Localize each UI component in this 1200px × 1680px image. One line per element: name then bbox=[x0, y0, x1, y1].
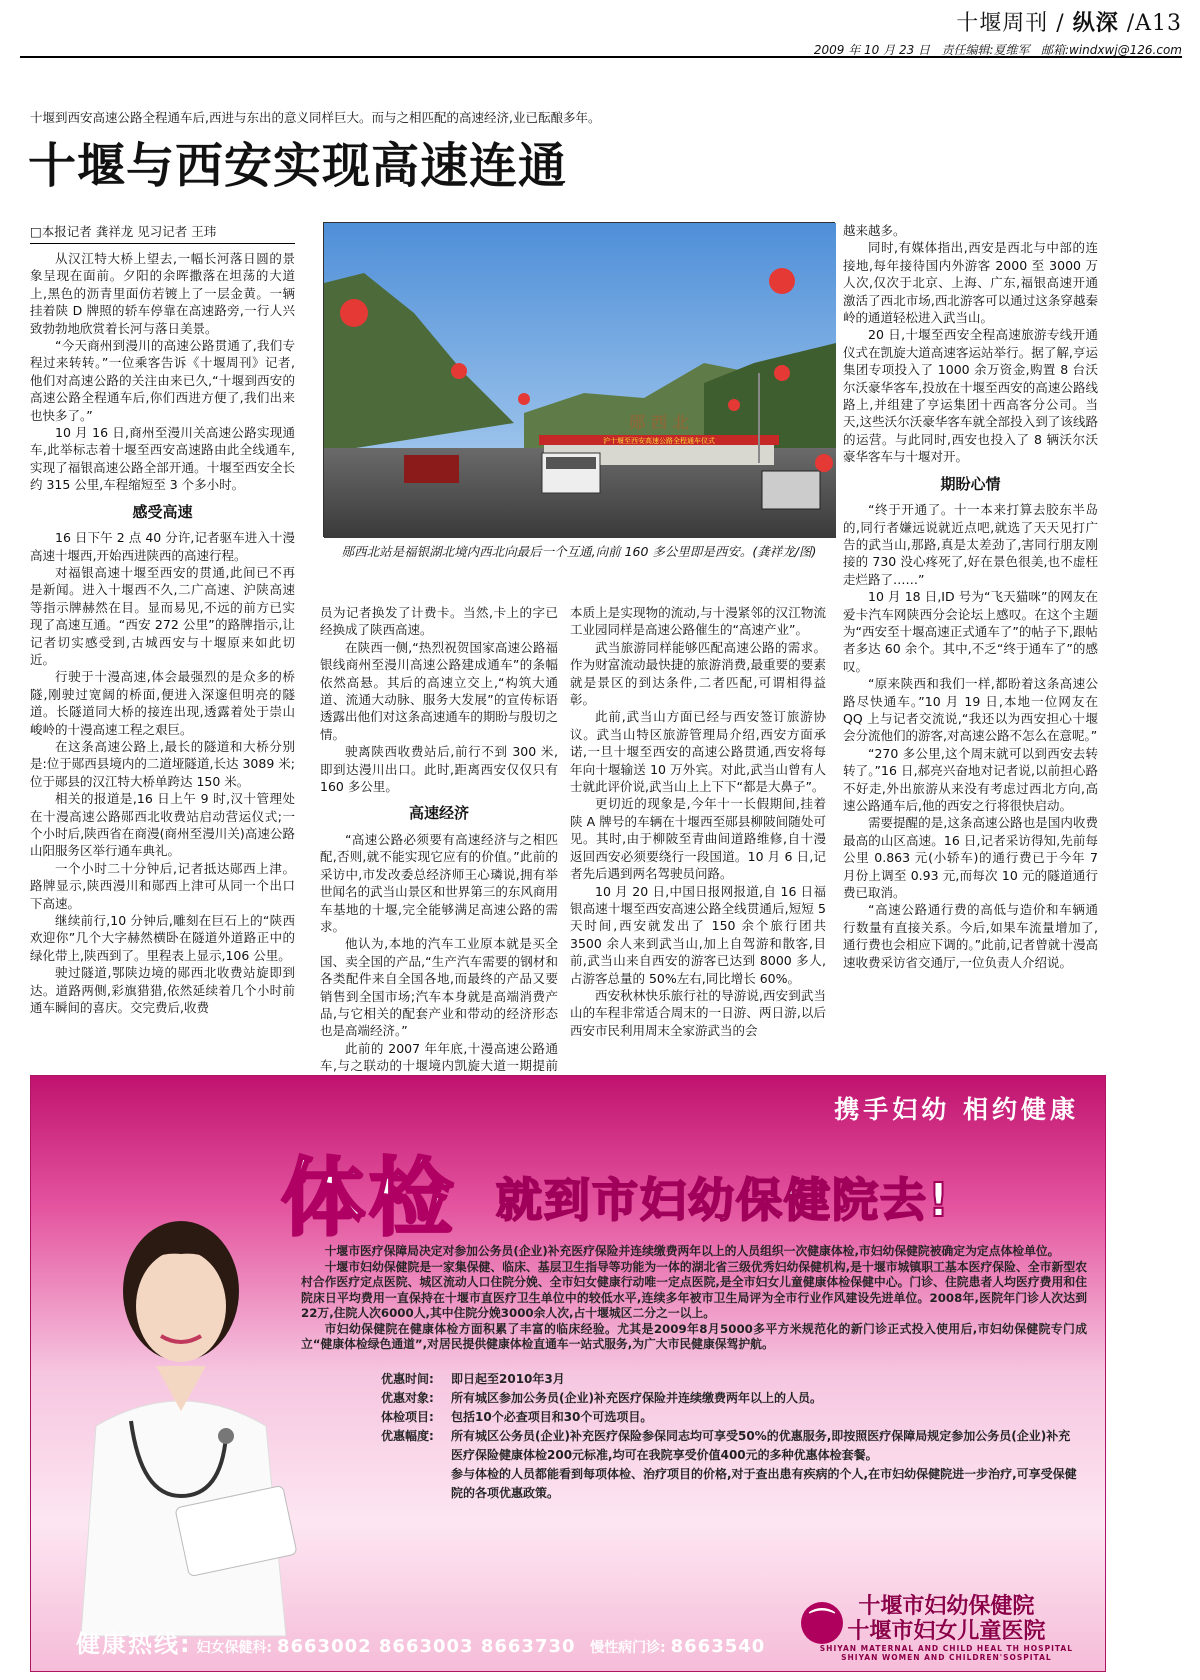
paragraph: 10 月 16 日,商州至漫川关高速公路实现通车,此举标志着十堰至西安高速路由此全线通车,实现了福银高速公路全部开通。十堰至西安全长约 315 公里,车程缩短至 3 个多小时。 bbox=[30, 425, 295, 493]
editor: 责任编辑:夏维军 bbox=[941, 43, 1030, 57]
paragraph: “今天商州到漫川的高速公路贯通了,我们专程过来转转。”一位乘客告诉《十堰周刊》记者,他们对高速公路的关注由来已久,“十堰到西安的高速公路全程通车后,你们西进方便了,我们出来也快多了。” bbox=[30, 338, 295, 423]
ad-paragraph: 十堰市医疗保障局决定对参加公务员(企业)补充医疗保险并连续缴费两年以上的人员组织一次健康体检,市妇幼保健院被确定为定点体检单位。 bbox=[324, 1244, 1060, 1258]
paragraph: 同时,有媒体指出,西安是西北与中部的连接地,每年接待国内外游客 2000 至 3000 万人次,仅次于北京、上海、广东,福银高速开通激活了西北市场,西北游客可以通过这条穿越秦岭的通道轻松进入武当山。 bbox=[843, 240, 1098, 326]
offer-value: 包括10个必查项目和30个可选项目。 bbox=[451, 1410, 653, 1424]
article-deck: 十堰到西安高速公路全程通车后,西进与东出的意义同样巨大。而与之相匹配的高速经济,业已酝酿多年。 bbox=[30, 110, 601, 125]
header-rule bbox=[20, 56, 1182, 58]
ad-hotline bbox=[76, 1624, 765, 1659]
paragraph: 从汉江特大桥上望去,一幅长河落日圆的景象呈现在面前。夕阳的余晖撒落在坦荡的大道上,黑色的沥青里面仿若镀上了一层金黄。一辆挂着陕 D 牌照的轿车停靠在高速路旁,一行人兴致勃勃地欣赏着长河与落日美景。 bbox=[30, 251, 295, 336]
hospital-english-2: SHIYAN WOMEN AND CHILDREN'SOSPITAL bbox=[841, 1653, 1052, 1662]
paragraph: 20 日,十堰至西安全程高速旅游专线开通仪式在凯旋大道高速客运站举行。据了解,亨运集团专项投入了 1000 余万资金,购置 8 台沃尔沃豪华客车,投放在十堰至西安的高速公路线路上,并组建了亨运集团十西高客分公司。当天,这些沃尔沃豪华客车就全部投入到了该线路的运营。与此同时,西安也投入了 8 辆沃尔沃豪华客车与十堰对开。 bbox=[843, 327, 1098, 465]
chronic-number: 8663540 bbox=[670, 1636, 766, 1657]
paragraph: 16 日下午 2 点 40 分许,记者驱车进入十漫高速十堰西,开始西进陕西的高速行程。 bbox=[30, 530, 295, 563]
hospital-logo-icon: ⌒ bbox=[801, 1602, 843, 1644]
paragraph: “高速公路必须要有高速经济与之相匹配,否则,就不能实现它应有的价值。”此前的采访中,市发改委总经济师王心璘说,拥有举世闻名的武当山景区和世界第三的东风商用车基地的十堰,完全能够满足高速公路的需求。 bbox=[320, 831, 558, 934]
offer-key: 优惠时间: bbox=[381, 1372, 434, 1386]
article-byline: □本报记者 龚祥龙 见习记者 王玮 bbox=[30, 222, 295, 244]
paragraph: “终于开通了。十一本来打算去胶东半岛的,同行者嫌远说就近点吧,就选了天天见打广告的武当山,那路,真是太差劲了,害同行朋友刚接的 730 没心疼死了,好在景色很美,也不虚枉走烂路了……” bbox=[843, 502, 1098, 587]
paragraph: 一个小时二十分钟后,记者抵达郧西上津。路牌显示,陕西漫川和郧西上津可从同一个出口下高速。 bbox=[30, 860, 295, 911]
paragraph: “原来陕西和我们一样,都盼着这条高速公路尽快通车。”10 月 19 日,本地一位网友在 QQ 上与记者交流说,“我还以为西安担心十堰会分流他们的游客,对高速公路不怎么在意呢。” bbox=[843, 676, 1098, 744]
photo-caption: 郧西北站是福银湖北境内西北向最后一个互通,向前 160 多公里即是西安。(龚祥龙/图) bbox=[341, 544, 817, 559]
paragraph: 行驶于十漫高速,体会最强烈的是众多的桥隧,刚驶过宽阔的桥面,便进入深邃但明亮的隧道。长隧道同大桥的接连出现,透露着处于崇山峻岭的十漫高速工程之艰巨。 bbox=[30, 669, 295, 737]
offer-row bbox=[381, 1408, 1081, 1427]
column-3 bbox=[570, 604, 826, 1065]
ad-body bbox=[301, 1244, 1087, 1353]
paragraph: 更切近的现象是,今年十一长假期间,挂着陕 A 牌号的车辆在十堰西至郧县柳陂间随处可见。其时,由于柳陂至青曲间道路维修,自十漫返回西安必须要绕行一段国道。10 月 6 日,记者先后遇到两名驾驶员问路。 bbox=[570, 796, 826, 882]
hospital-names bbox=[820, 1594, 1073, 1662]
paragraph: 西安秋林快乐旅行社的导游说,西安到武当山的车程非常适合周末的一日游、两日游,以后西安市民利用周末全家游武当的会 bbox=[570, 987, 826, 1038]
article-photo bbox=[323, 222, 835, 537]
paragraph: 继续前行,10 分钟后,雕刻在巨石上的“陕西欢迎你”几个大字赫然横卧在隧道外道路正中的绿化带上,陕西到了。里程表上显示,106 公里。 bbox=[30, 913, 295, 963]
paragraph: “高速公路通行费的高低与造价和车辆通行数量有直接关系。今后,如果车流量增加了,通行费也会相应下调的。”此前,记者曾就十漫高速收费采访省交通厅,一位负责人介绍说。 bbox=[843, 902, 1098, 970]
paragraph: 越来越多。 bbox=[843, 223, 906, 238]
column-1 bbox=[30, 250, 295, 1065]
ad-paragraph: 十堰市妇幼保健院是一家集保健、临床、基层卫生指导等功能为一体的湖北省三级优秀妇幼保健机构,是十堰市城镇职工基本医疗保险、全市新型农村合作医疗定点医院、城区流动人口住院分娩、全市妇女健康行动唯一定点医院,是全市妇女儿童健康体检保健中心。门诊、住院患者人均医疗费用和住院床日平均费用一直保持在十堰市直医疗卫生单位中的较低水平,连续多年被市卫生局评为全市行业作风建设先进单位。2008年,医院年门诊人次达到22万,住院人次6000人,其中住院分娩3000余人次,占十堰城区二分之一以上。 bbox=[301, 1259, 1087, 1320]
offer-value: 即日起至2010年3月 bbox=[451, 1372, 565, 1386]
paragraph: 驶离陕西收费站后,前行不到 300 米,即到达漫川出口。此时,距离西安仅仅只有 160 多公里。 bbox=[320, 744, 558, 795]
hotline-dept: 妇女保健科: bbox=[196, 1640, 273, 1656]
paragraph: “270 多公里,这个周末就可以到西安去转转了。”16 日,郝亮兴奋地对记者说,以前担心路不好走,外出旅游从来没有考虑过西北方向,高速公路通车后,他的西安之行将很快启动。 bbox=[843, 745, 1098, 813]
paragraph: 相关的报道是,16 日上午 9 时,汉十管理处在十漫高速公路郧西北收费站启动营运仪式;一个小时后,陕西省在商漫(商州至漫川关)高速公路山阳服务区举行通车典礼。 bbox=[30, 791, 295, 859]
issue-date: 2009 年 10 月 23 日 bbox=[813, 43, 931, 57]
ad-paragraph: 市妇幼保健院在健康体检方面积累了丰富的临床经验。尤其是2009年8月5000多平方米规范化的新门诊正式投入使用后,市妇幼保健院专门成立“健康体检绿色通道”,对居民提供健康体检直通车一站式服务,为广大市民健康保驾护航。 bbox=[301, 1321, 1087, 1351]
ad-headline: 体检 bbox=[281, 1149, 458, 1247]
offer-value: 所有城区公务员(企业)补充医疗保险参保同志均可享受50%的优惠服务,即按照医疗保障局规定参加公务员(企业)补充医疗保险健康体检200元标准,均可在我院享受价值400元的多种优惠体检套餐。 bbox=[451, 1429, 1071, 1462]
offer-value: 所有城区参加公务员(企业)补充医疗保险并连续缴费两年以上的人员。 bbox=[451, 1391, 822, 1405]
hotline-label: 健康热线: bbox=[76, 1630, 192, 1658]
column-4 bbox=[843, 222, 1098, 1065]
editor-email: 邮箱:windxwj@126.com bbox=[1040, 43, 1182, 57]
paragraph: 在陕西一侧,“热烈祝贺国家高速公路福银线商州至漫川高速公路建成通车”的条幅依然高悬。其后的高速立交上,“构筑大通道、流通大动脉、服务大发展”的宣传标语透露出他们对这条高速通车的期盼与殷切之情。 bbox=[320, 639, 558, 742]
hospital-name-1: 十堰市妇幼保健院 bbox=[858, 1593, 1035, 1619]
offer-row bbox=[381, 1389, 1081, 1408]
offer-row bbox=[381, 1370, 1081, 1389]
photo-sign-text: 郧 西 北 bbox=[629, 413, 689, 432]
offer-row bbox=[381, 1427, 1081, 1465]
paragraph: 本质上是实现物的流动,与十漫紧邻的汉江物流工业园同样是高速公路催生的“高速产业”。 bbox=[570, 605, 826, 638]
ad-slogan: 携手妇幼 相约健康 bbox=[834, 1095, 1079, 1124]
paragraph: 武当旅游同样能够匹配高速公路的需求。作为财富流动最快捷的旅游消费,最重要的要素就是景区的到达条件,二者匹配,可谓相得益彰。 bbox=[570, 639, 826, 708]
hotline-numbers: 8663002 8663003 8663730 bbox=[276, 1636, 576, 1657]
chronic-label: 慢性病门诊: bbox=[590, 1640, 666, 1656]
hospital-advertisement bbox=[30, 1075, 1106, 1672]
paragraph: 员为记者换发了计费卡。当然,卡上的字已经换成了陕西高速。 bbox=[320, 605, 558, 638]
ad-subheadline: 就到市妇幼保健院去! bbox=[496, 1173, 951, 1227]
paragraph: 对福银高速十堰至西安的贯通,此间已不再是新闻。进入十堰西不久,二广高速、沪陕高速等指示牌赫然在目。显而易见,不远的前方已实现了高速互通。“西安 272 公里”的路牌指示,让记者切实感受到,古城西安与十堰原来如此切近。 bbox=[30, 564, 295, 667]
toll-station-photo bbox=[324, 223, 836, 538]
section-name: 纵深 bbox=[1072, 10, 1119, 36]
page-header bbox=[814, 6, 1182, 58]
offer-note: 参与体检的人员都能看到每项体检、治疗项目的价格,对于查出患有疾病的个人,在市妇幼保健院进一步治疗,可享受保健院的各项优惠政策。 bbox=[451, 1467, 1077, 1500]
offer-key: 体检项目: bbox=[381, 1410, 434, 1424]
paragraph: 驶过隧道,鄂陕边境的郧西北收费站旋即到达。道路两侧,彩旗猎猎,依然延续着几个小时前通车瞬间的喜庆。交完费后,收费 bbox=[30, 965, 295, 1016]
column-2 bbox=[320, 604, 558, 1074]
hospital-english-1: SHIYAN MATERNAL AND CHILD HEAL TH HOSPITAL bbox=[819, 1644, 1073, 1653]
ad-offer-list bbox=[381, 1370, 1081, 1503]
doctor-illustration bbox=[61, 1196, 301, 1636]
paragraph: 此前,武当山方面已经与西安签订旅游协议。武当山特区旅游管理局介绍,西安方面承诺,一旦十堰至西安的高速公路贯通,西安将每年向十堰输送 10 万外宾。对此,武当山曾有人士就此评价说,武当山上上下下“都是大鼻子”。 bbox=[570, 709, 826, 795]
page-number: /A13 bbox=[1126, 11, 1182, 36]
brand-name: 十堰周刊 bbox=[956, 11, 1049, 36]
paragraph: 此前的 2007 年年底,十漫高速公路通车,与之联动的十堰境内凯旋大道一期提前 bbox=[320, 1040, 558, 1074]
subhead-economy: 高速经济 bbox=[408, 804, 469, 823]
paragraph: 10 月 18 日,ID 号为“飞天猫咪”的网友在爱卡汽车网陕西分会论坛上感叹。在这个主题为“西安至十堰高速正式通车了”的帖子下,跟帖者多达 60 余个。其中,不乏“终于通车了”的感叹。 bbox=[843, 589, 1098, 674]
article-title: 十堰与西安实现高速连通 bbox=[28, 138, 568, 194]
hospital-name-2: 十堰市妇女儿童医院 bbox=[847, 1618, 1046, 1644]
paragraph: 10 月 20 日,中国日报网报道,自 16 日福银高速十堰至西安高速公路全线贯通后,短短 5 天时间,西安就发出了 150 余个旅行团共 3500 余人来到武当山,加上自驾游和散客,目前,武当山来自西安的游客已达到 8000 多人,占游客总量的 50%左右,同比增长 60%。 bbox=[570, 883, 826, 986]
paragraph: 他认为,本地的汽车工业原本就是买全国、卖全国的产品,“生产汽车需要的钢材和各类配件来自全国各地,而最终的产品又要销售到全国市场;汽车本身就是高端消费产品,与它相关的配套产业和带动的经济形态也是高端经济。” bbox=[320, 936, 558, 1039]
paragraph: 在这条高速公路上,最长的隧道和大桥分别是:位于郧西县境内的二道垭隧道,长达 3089 米;位于郧县的汉江特大桥单跨达 150 米。 bbox=[30, 738, 295, 789]
masthead: 十堰周刊 / 纵深 /A13 bbox=[956, 10, 1182, 36]
offer-key: 优惠对象: bbox=[381, 1391, 434, 1405]
photo-banner-text: 沪十堰至西安高速公路全程通车仪式 bbox=[603, 437, 715, 445]
subhead-feel: 感受高速 bbox=[132, 502, 193, 521]
subhead-hope: 期盼心情 bbox=[940, 474, 1001, 493]
paragraph: 需要提醒的是,这条高速公路也是国内收费最高的山区高速。16 日,记者采访得知,先前每公里 0.863 元(小轿车)的通行费已于今年 7 月份上调至 0.93 元,而每次 10 元的隧道通行费已取消。 bbox=[843, 815, 1098, 901]
offer-key: 优惠幅度: bbox=[381, 1429, 434, 1443]
